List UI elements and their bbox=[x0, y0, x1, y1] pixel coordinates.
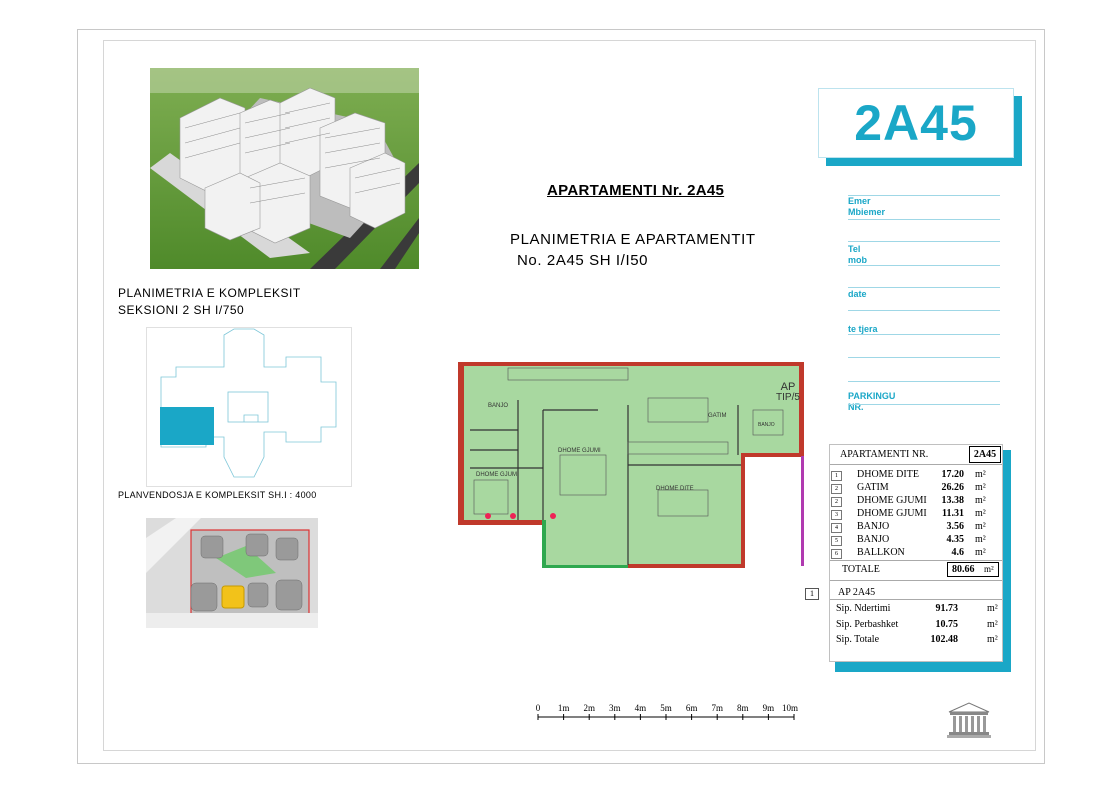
row-unit: m² bbox=[975, 521, 986, 532]
row-num: 5 bbox=[831, 536, 842, 546]
row-label: BANJO bbox=[857, 521, 890, 532]
apartment-floor-plan bbox=[458, 360, 806, 570]
row-value: 26.26 bbox=[941, 482, 964, 493]
info-line bbox=[848, 241, 1000, 242]
client-field-label: mob bbox=[848, 255, 867, 265]
site-plan-drawing bbox=[146, 518, 318, 628]
client-field-label: date bbox=[848, 289, 867, 299]
scale-tick-label: 6m bbox=[685, 703, 698, 713]
scale-tick-label: 2m bbox=[583, 703, 595, 713]
summary-unit: m² bbox=[987, 603, 998, 614]
complex-floor-plan bbox=[146, 327, 352, 487]
scale-tick-label: 4m bbox=[634, 703, 647, 713]
row-label: BANJO bbox=[857, 534, 890, 545]
summary-label: Sip. Totale bbox=[836, 634, 880, 645]
info-line bbox=[848, 404, 1000, 405]
client-field-emer bbox=[848, 196, 1000, 218]
info-line bbox=[848, 310, 1000, 311]
row-unit: m² bbox=[975, 495, 986, 506]
client-field-tel bbox=[848, 244, 1000, 266]
scale-tick-label: 5m bbox=[660, 703, 672, 713]
row-num: 3 bbox=[831, 510, 842, 520]
row-label: DHOME GJUMI bbox=[857, 495, 927, 506]
floorplan-tag-line2: TIP/5 bbox=[776, 392, 800, 403]
table-header-value: 2A45 bbox=[969, 446, 1001, 463]
row-value: 4.35 bbox=[946, 534, 964, 545]
scale-tick-label: 1m bbox=[557, 703, 570, 713]
row-unit: m² bbox=[975, 469, 986, 480]
row-unit: m² bbox=[975, 482, 986, 493]
ap-label: AP 2A45 bbox=[838, 587, 876, 598]
total-box bbox=[947, 562, 999, 577]
plan-title-line1: PLANIMETRIA E APARTAMENTIT bbox=[510, 231, 756, 248]
row-value: 11.31 bbox=[942, 508, 964, 519]
scale-tick-label: 3m bbox=[609, 703, 621, 713]
badge-text: 2A45 bbox=[854, 95, 978, 151]
info-line bbox=[848, 334, 1000, 335]
scale-tick-label: 10m bbox=[781, 703, 799, 713]
client-field-label: te tjera bbox=[848, 324, 878, 334]
row-num: 6 bbox=[831, 549, 842, 559]
row-label: DHOME GJUMI bbox=[857, 508, 927, 519]
info-line bbox=[848, 381, 1000, 382]
scale-tick-label: 8m bbox=[737, 703, 749, 713]
room-label-dhome-gjumi-1: DHOME GJUMI bbox=[558, 448, 601, 454]
row-value: 17.20 bbox=[941, 469, 964, 480]
summary-label: Sip. Ndertimi bbox=[836, 603, 891, 614]
summary-unit: m² bbox=[987, 634, 998, 645]
client-field-label: PARKINGU bbox=[848, 391, 896, 401]
area-table bbox=[810, 444, 1003, 662]
scale-tick-label: 9m bbox=[762, 703, 775, 713]
info-line bbox=[848, 357, 1000, 358]
row-unit: m² bbox=[975, 547, 986, 558]
table-header-label: APARTAMENTI NR. bbox=[840, 449, 929, 460]
row-label: DHOME DITE bbox=[857, 469, 919, 480]
row-num: 1 bbox=[831, 471, 842, 481]
floorplan-tag-line1: AP bbox=[780, 381, 796, 393]
temple-logo-icon bbox=[946, 701, 992, 739]
room-label-banjo-2: BANJO bbox=[758, 422, 775, 428]
scale-bar bbox=[532, 700, 802, 730]
info-line bbox=[848, 219, 1000, 220]
row-unit: m² bbox=[975, 534, 986, 545]
client-field-parkingu bbox=[848, 391, 1000, 413]
ap-num: 1 bbox=[805, 588, 819, 600]
summary-value: 10.75 bbox=[935, 619, 958, 630]
room-label-gatim: GATIM bbox=[708, 413, 727, 419]
row-label: BALLKON bbox=[857, 547, 905, 558]
row-num: 4 bbox=[831, 523, 842, 533]
apartment-title: APARTAMENTI Nr. 2A45 bbox=[547, 182, 725, 199]
room-label-dhome-dite: DHOME DITE bbox=[656, 486, 694, 492]
row-label: GATIM bbox=[857, 482, 889, 493]
info-line bbox=[848, 265, 1000, 266]
apartment-badge bbox=[818, 88, 1022, 166]
info-line bbox=[848, 287, 1000, 288]
summary-label: Sip. Perbashket bbox=[836, 619, 899, 630]
summary-value: 102.48 bbox=[930, 634, 958, 645]
total-value: 80.66 bbox=[952, 564, 975, 575]
client-field-label: Emer bbox=[848, 196, 871, 206]
scale-tick-label: 7m bbox=[711, 703, 723, 713]
plan-title-line2: No. 2A45 SH I/I50 bbox=[517, 252, 649, 269]
total-label: TOTALE bbox=[842, 564, 880, 575]
client-field-label: Tel bbox=[848, 244, 861, 254]
complex-3d-render bbox=[150, 68, 419, 269]
complex-plan-label-line2: SEKSIONI 2 SH I/750 bbox=[118, 303, 245, 317]
row-value: 4.6 bbox=[951, 547, 964, 558]
client-field-label: NR. bbox=[848, 402, 864, 412]
room-label-dhome-gjumi-2: DHOME GJUMI bbox=[476, 472, 519, 478]
row-num: 2 bbox=[831, 484, 842, 494]
row-unit: m² bbox=[975, 508, 986, 519]
total-row bbox=[830, 560, 1002, 581]
row-num: 2 bbox=[831, 497, 842, 507]
total-unit: m² bbox=[984, 564, 994, 574]
summary-unit: m² bbox=[987, 619, 998, 630]
site-plan-label: PLANVENDOSJA E KOMPLEKSIT SH.I : 4000 bbox=[118, 490, 317, 500]
row-value: 3.56 bbox=[946, 521, 964, 532]
client-field-label: Mbiemer bbox=[848, 207, 886, 217]
summary-value: 91.73 bbox=[935, 603, 958, 614]
scale-tick-label: 0 bbox=[535, 703, 541, 713]
client-field-date bbox=[848, 289, 1000, 300]
room-label-banjo-1: BANJO bbox=[488, 403, 509, 409]
row-value: 13.38 bbox=[941, 495, 964, 506]
complex-plan-label-line1: PLANIMETRIA E KOMPLEKSIT bbox=[118, 286, 301, 300]
